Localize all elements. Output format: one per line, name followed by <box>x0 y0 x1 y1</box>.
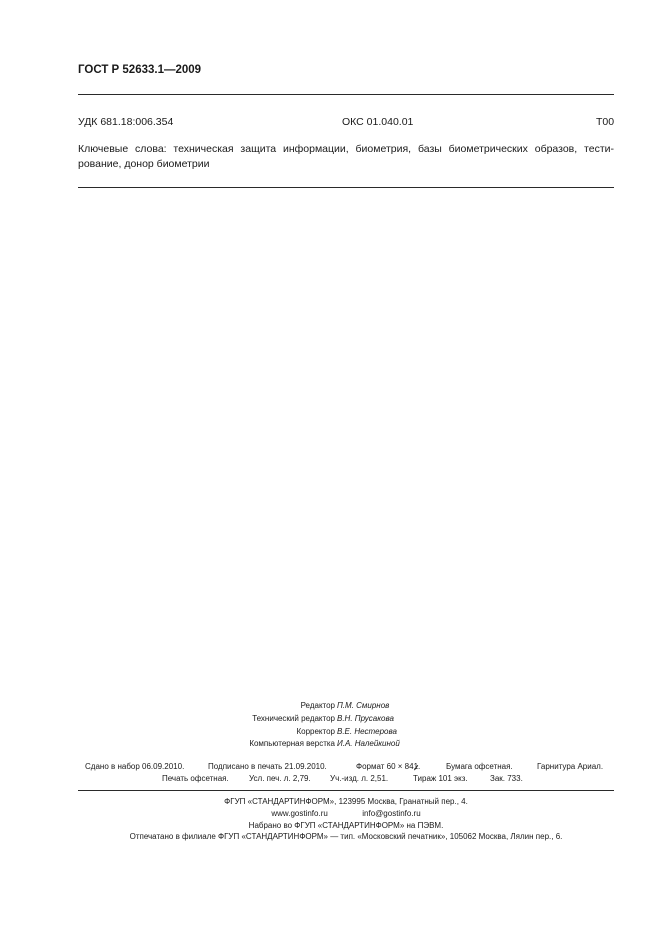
credit-label: Технический редактор <box>252 714 335 723</box>
publisher-contacts <box>78 809 614 818</box>
order-number: Зак. 733. <box>490 774 523 783</box>
publishing-sheets: Уч.-изд. л. 2,51. <box>330 774 389 783</box>
format-suffix: . <box>418 762 421 771</box>
print-run: Тираж 101 экз. <box>413 774 468 783</box>
typeset-note: Набрано во ФГУП «СТАНДАРТИНФОРМ» на ПЭВМ. <box>248 821 444 830</box>
udk-code: УДК 681.18:006.354 <box>78 116 174 128</box>
credit-label: Компьютерная верстка <box>249 739 335 748</box>
publisher-address: ФГУП «СТАНДАРТИНФОРМ», 123995 Москва, Гранатный пер., 4. <box>224 797 468 806</box>
header-rule <box>78 94 614 95</box>
printing-method: Печать офсетная. <box>162 774 229 783</box>
format-prefix: Формат 60 × 84 <box>356 762 414 771</box>
printed-note: Отпечатано в филиале ФГУП «СТАНДАРТИНФОРМ» — тип. «Московский печатник», 105062 Москва, Лялин пер., 6. <box>129 832 563 841</box>
typeface: Гарнитура Ариал. <box>537 762 604 771</box>
format-fraction: 1 <box>413 762 419 771</box>
credit-name: В.Н. Прусакова <box>337 714 394 723</box>
keywords-rule <box>78 187 614 188</box>
footer-rule <box>78 790 614 791</box>
signed-date: Подписано в печать 21.09.2010. <box>208 762 327 771</box>
credit-name: В.Е. Нестерова <box>337 727 397 736</box>
paper-type: Бумага офсетная. <box>446 762 513 771</box>
submitted-date: Сдано в набор 06.09.2010. <box>85 762 185 771</box>
credit-label: Редактор <box>300 701 335 710</box>
keywords-line-2: рование, донор биометрии <box>78 158 210 170</box>
credit-name: И.А. Налейкиной <box>337 739 400 748</box>
document-number: ГОСТ Р 52633.1—2009 <box>78 64 202 76</box>
credit-name: П.М. Смирнов <box>337 701 390 710</box>
group-code: Т00 <box>596 116 615 128</box>
credit-label: Корректор <box>296 727 335 736</box>
oks-code: ОКС 01.040.01 <box>342 116 414 128</box>
publisher-website: www.gostinfo.ru <box>271 809 328 818</box>
publisher-email: info@gostinfo.ru <box>362 809 421 818</box>
printed-sheets: Усл. печ. л. 2,79. <box>249 774 311 783</box>
format-info <box>356 762 420 771</box>
keywords-line-1: Ключевые слова: техническая защита информации, биометрия, базы биометрических образов, тести- <box>78 143 614 155</box>
